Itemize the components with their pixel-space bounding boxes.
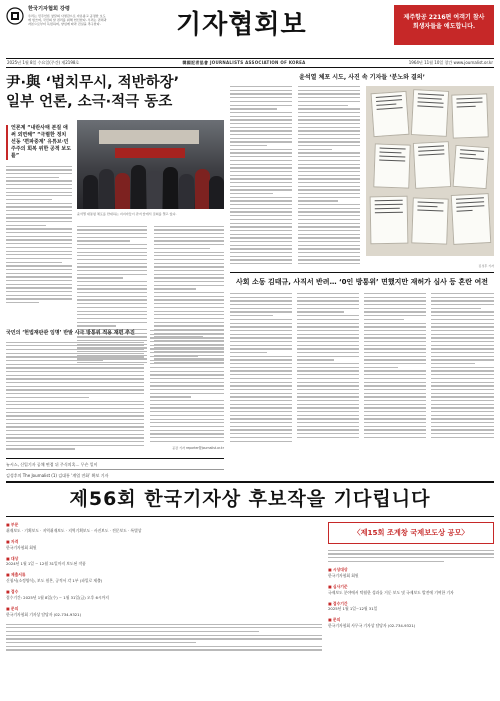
protest-photo — [77, 120, 224, 209]
lead-story — [6, 74, 224, 350]
lower-left-headline[interactable]: 국민의 ‘헌법재판관 임명’ 반발 사극 방통위 적용 재편 추진 — [6, 330, 135, 336]
column-link-band — [6, 469, 224, 481]
photo-story-title[interactable]: 윤석열 체포 시도, 사진 속 기자들 ‘분노와 결의’ — [299, 74, 425, 81]
ad-row-contact: ■ 문의 한국기자협회 기자상 담당자 (02-734-9321) — [6, 605, 82, 617]
ad-row-eligibility: ■ 자격 한국기자협회 회원 — [6, 538, 37, 550]
association-emblem-icon — [6, 7, 24, 25]
right-column — [230, 74, 494, 443]
association-name: 韓國記者協會 JOURNALISTS ASSOCIATION OF KOREA — [182, 60, 306, 66]
sticky-notes-photo — [366, 86, 494, 256]
intl-row-target: ■ 시상대상 한국기자협회 회원 — [328, 567, 359, 578]
lead-body-text — [6, 166, 72, 304]
lower-right-body — [150, 330, 224, 442]
ethics-block — [6, 5, 108, 55]
lower-left-story — [6, 330, 144, 450]
intl-row-contact: ■ 문의 한국기자협회 사무국 기자상 담당자 (02-734-9321) — [328, 617, 416, 629]
ethics-text: 우리는 민주언론 창달의 사명감으로 자유롭고 공정한 보도에 힘쓰며, 국민의 알 권리를 위해 헌신한다. 우리는 권력과 자본으로부터 독립하며, 양심에 따라 진실을 추구한다. — [28, 14, 107, 27]
condolence-line-2: 희생자들을 애도합니다. — [412, 23, 476, 30]
intl-row-criteria: ■ 심사기준 국제보도 분야에서 탁월한 성과를 거둔 보도 및 국제보도 발전에 기여한 기자 — [328, 583, 454, 595]
lower-left-body — [6, 342, 144, 450]
award-ad-title[interactable]: 제56회 한국기자상 후보작을 기다립니다 — [6, 481, 494, 517]
photo-credit: 김성후 기자 — [478, 264, 494, 269]
international-award-ad — [328, 522, 494, 694]
second-story-col-1 — [230, 293, 292, 442]
ad-fine-print — [6, 624, 322, 651]
ethics-title: 한국기자협회 강령 — [28, 6, 70, 12]
condolence-box — [394, 5, 494, 45]
dateline — [6, 58, 494, 68]
international-award-intro — [328, 550, 494, 562]
lead-headline-line-1: 尹·與 ‘법치무시, 적반하장’ — [6, 75, 180, 91]
ad-row-submission: ■ 접수 접수기간: 2025년 1월 8일(수) ~ 1월 31일(금) 오후 6시까지 — [6, 589, 109, 600]
related-link-2[interactable]: 김성후의 The Journalist (1) 김대통 ‘계엄 전화’ 확보 기자 — [6, 472, 109, 478]
condolence-line-1: 제주항공 2216편 여객기 참사 — [403, 14, 485, 21]
related-link-1[interactable]: 뉴시스, 신입기자 공채 면접 뒤 주식의혹… 무슨 일이 — [6, 461, 98, 467]
ad-row-category: ■ 부문 취재보도 · 기획보도 · 지역취재보도 · 지역기획보도 · 사진보도 · 전문보도 · 특별상 — [6, 522, 142, 533]
lower-right-story — [150, 330, 224, 450]
award-ad-details — [6, 522, 322, 694]
ad-row-documents: ■ 제출서류 신청서(소정양식), 보도 원본, 공적서 각 1부 (파일로 제출) — [6, 572, 103, 584]
reporter-byline: 공감 기자 reporter@journalist.or.kr — [172, 445, 224, 450]
lead-headline[interactable] — [6, 74, 224, 112]
lead-headline-line-2: 일부 언론, 소극·적극 동조 — [6, 93, 173, 110]
photo-story-col-2 — [298, 86, 360, 264]
photo-story-col-1 — [230, 86, 292, 264]
ad-row-target: ■ 대상 2024년 1월 1일 ~ 12월 31일까지 보도된 작품 — [6, 555, 86, 567]
international-award-title[interactable]: 〈제15회 조계창 국제보도상 공모〉 — [328, 522, 494, 544]
founding-and-url[interactable]: 1964년 11월 10일 창간 www.journalist.or.kr — [408, 60, 493, 66]
intl-row-period: ■ 접수기간 2025년 1월 1일~12월 31일 — [328, 600, 378, 612]
lead-subheadline: 언론계 “내란사태 본질 애써 외면해” “극렬한 정치 선동 ‘편파중계’ 유튜브·민주주의 회복 위한 공적 보도를” — [6, 125, 72, 160]
issue-date: 2025년 1월 8일 수요일(주간) 제2198호 — [7, 60, 80, 66]
masthead — [6, 5, 494, 55]
second-story-col-2 — [297, 293, 359, 438]
second-headline[interactable]: 사회 소동 김태규, 사직서 반려… ‘0인 방통위’ 면했지만 재허가 심사 등 혼란 여전 — [236, 277, 488, 286]
second-story-col-3 — [364, 293, 426, 438]
second-story-col-4 — [431, 293, 494, 438]
newspaper-logo[interactable]: 기자협회보 — [176, 10, 307, 40]
protest-photo-caption: 윤석열 대통령 체포를 반대하는 지지자들이 관저 앞에서 집회를 열고 있다. — [77, 211, 177, 216]
